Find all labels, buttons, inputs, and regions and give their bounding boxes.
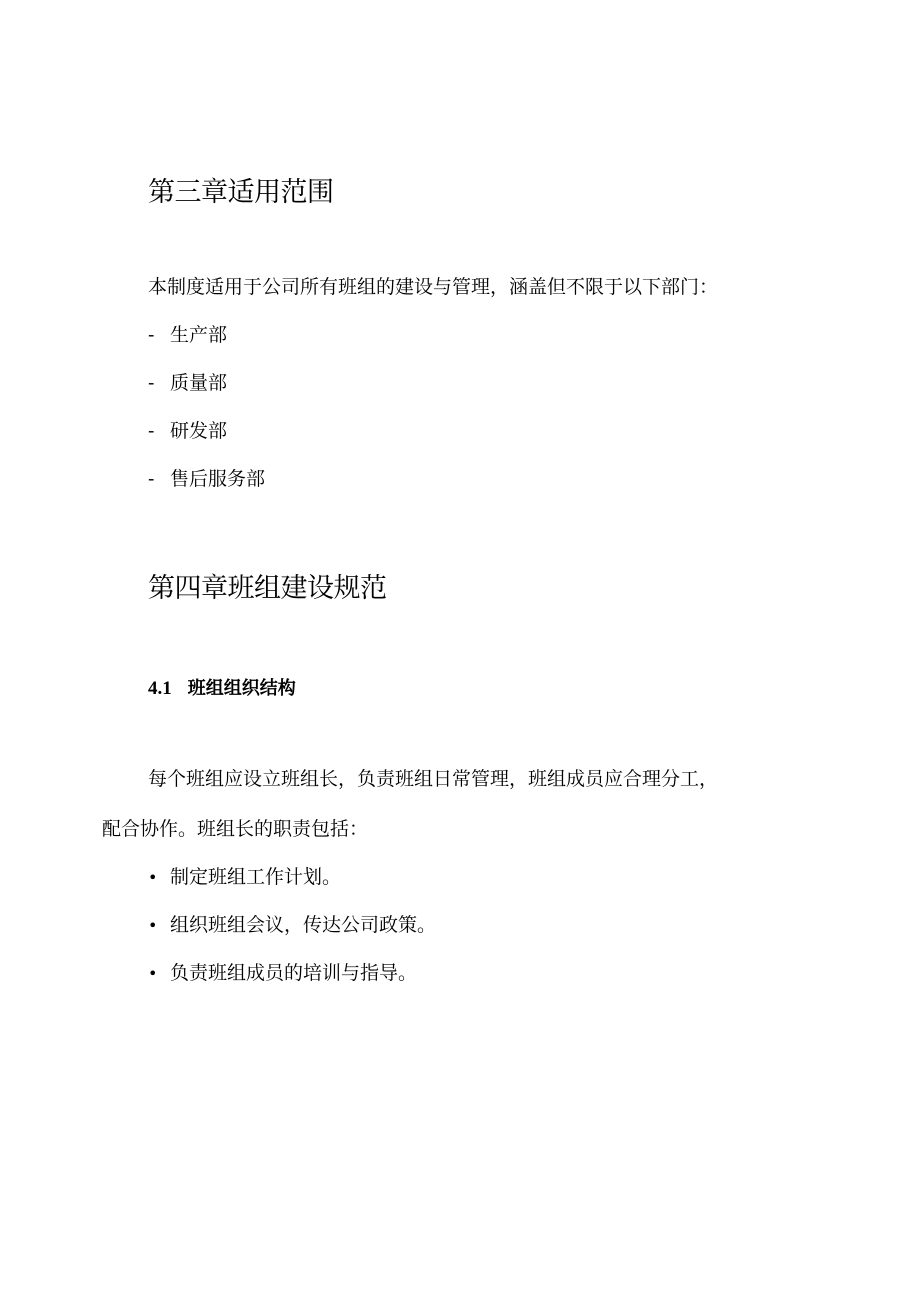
section-title: 班组组织结构 bbox=[187, 678, 296, 699]
department-label: 生产部 bbox=[170, 324, 228, 346]
bullet-icon: • bbox=[148, 964, 158, 983]
bullet-icon: • bbox=[148, 868, 158, 887]
dash-marker: - bbox=[148, 420, 155, 442]
dash-marker: - bbox=[148, 372, 155, 394]
chapter-4-title: 第四章班组建设规范 bbox=[148, 573, 387, 604]
department-label: 售后服务部 bbox=[170, 468, 266, 490]
duty-label: 组织班组会议，传达公司政策。 bbox=[170, 914, 437, 936]
duty-label: 负责班组成员的培训与指导。 bbox=[170, 962, 418, 984]
department-label: 研发部 bbox=[170, 420, 228, 442]
duty-item bbox=[148, 911, 436, 940]
chapter-3-title: 第三章适用范围 bbox=[148, 177, 334, 208]
duty-item bbox=[148, 863, 341, 892]
section-paragraph-line-2: 配合协作。班组长的职责包括： bbox=[102, 818, 369, 840]
bullet-icon: • bbox=[148, 916, 158, 935]
section-paragraph-line-1: 每个班组应设立班组长，负责班组日常管理，班组成员应合理分工， bbox=[148, 768, 719, 790]
department-label: 质量部 bbox=[170, 372, 228, 394]
chapter-3-intro: 本制度适用于公司所有班组的建设与管理，涵盖但不限于以下部门： bbox=[148, 276, 719, 298]
dash-marker: - bbox=[148, 324, 155, 346]
duty-label: 制定班组工作计划。 bbox=[170, 866, 342, 888]
department-item bbox=[148, 417, 227, 445]
dash-marker: - bbox=[148, 468, 155, 490]
section-4-1-heading bbox=[148, 676, 296, 702]
section-number: 4.1 bbox=[148, 678, 172, 699]
duty-item bbox=[148, 959, 417, 988]
department-item bbox=[148, 369, 227, 397]
department-item bbox=[148, 321, 227, 349]
department-item bbox=[148, 465, 265, 493]
